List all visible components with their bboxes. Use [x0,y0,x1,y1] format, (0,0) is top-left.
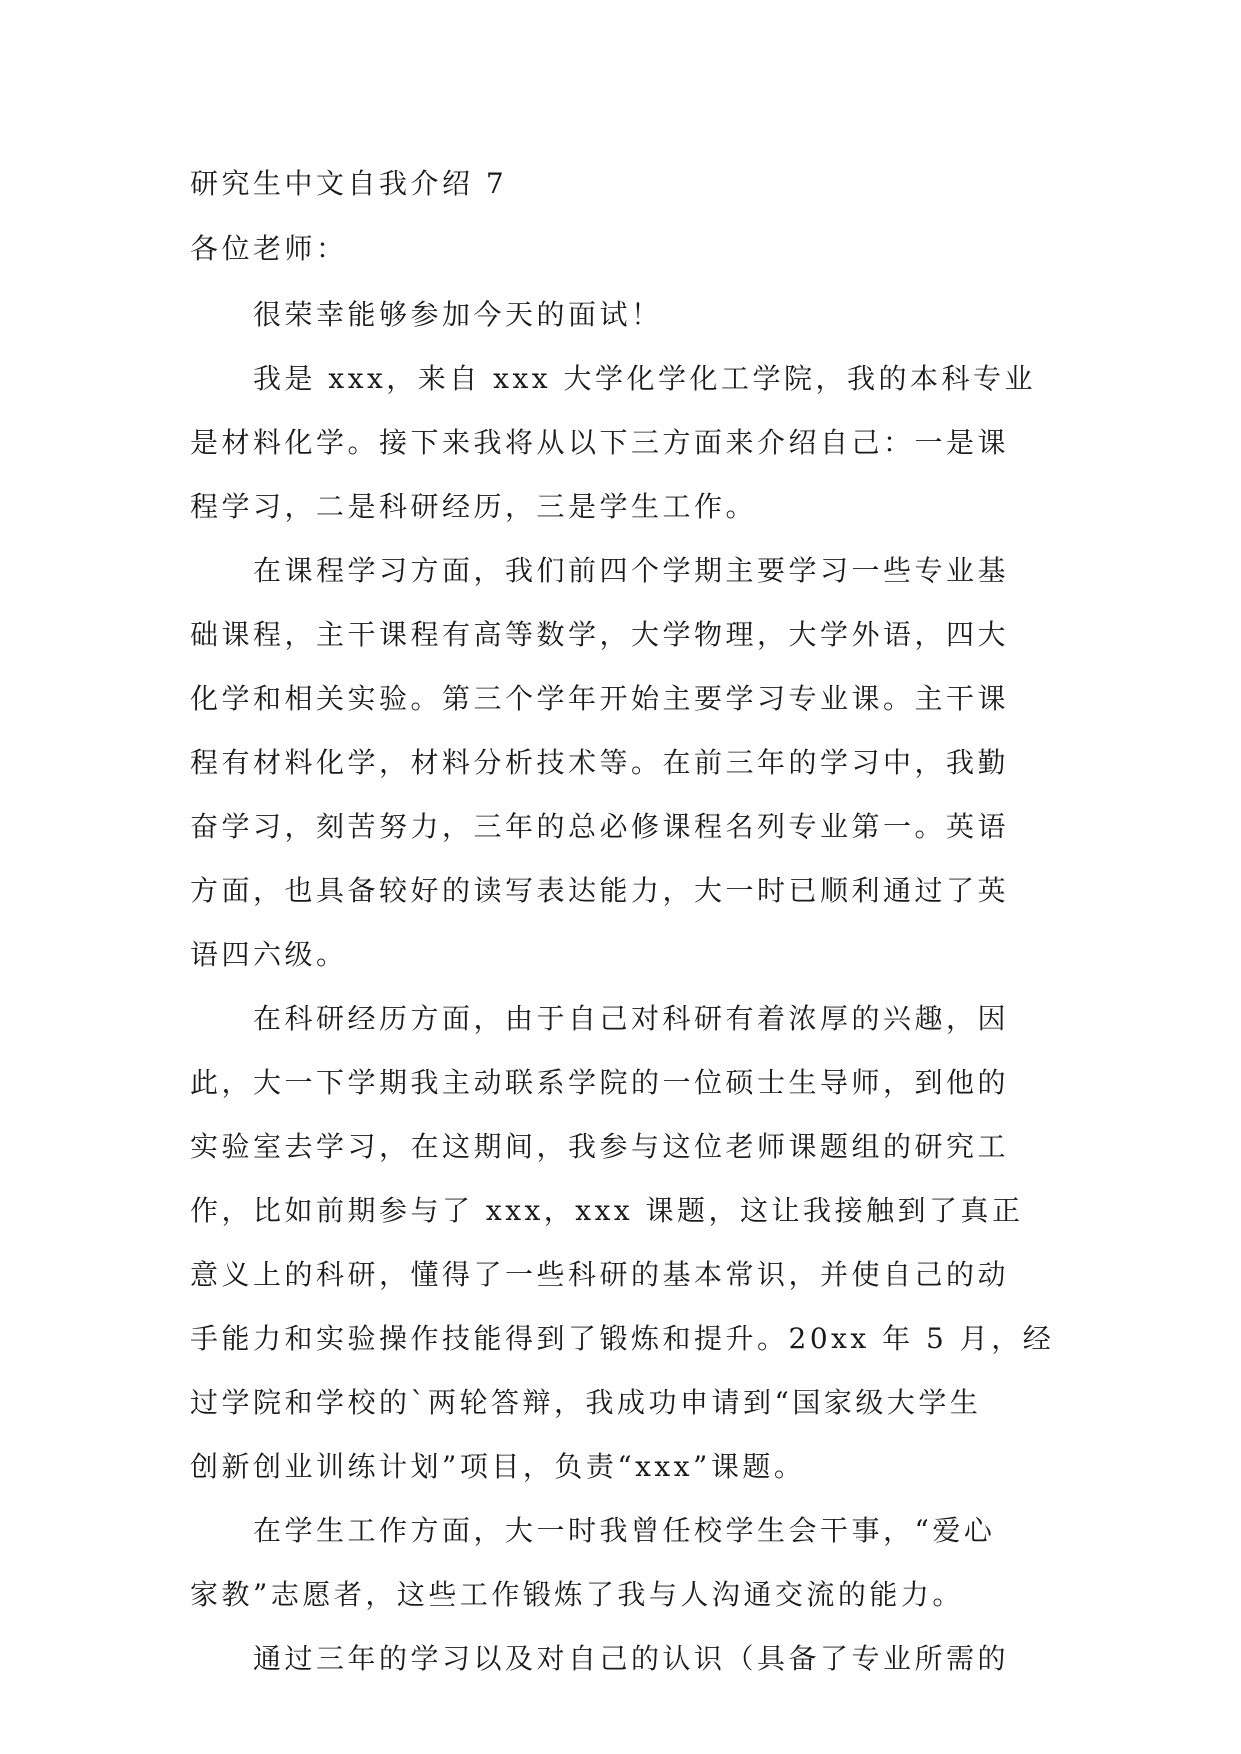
body-line: 创新创业训练计划”项目，负责“xxx”课题。 [190,1450,806,1483]
body-line: 在学生工作方面，大一时我曾任校学生会干事，“爱心 [190,1514,996,1547]
body-line: 此，大一下学期我主动联系学院的一位硕士生导师，到他的 [190,1066,1010,1099]
body-line: 程学习，二是科研经历，三是学生工作。 [190,490,758,523]
salutation: 各位老师： [190,232,348,265]
document-title: 研究生中文自我介绍 7 [190,167,508,200]
body-line: 语四六级。 [190,938,348,971]
body-line: 础课程，主干课程有高等数学，大学物理，大学外语，四大 [190,618,1010,651]
body-line: 通过三年的学习以及对自己的认识（具备了专业所需的 [190,1642,1010,1675]
body-line: 手能力和实验操作技能得到了锻炼和提升。20xx 年 5 月，经 [190,1322,1055,1355]
body-line: 化学和相关实验。第三个学年开始主要学习专业课。主干课 [190,682,1010,715]
body-line: 过学院和学校的`两轮答辩，我成功申请到“国家级大学生 [190,1386,982,1419]
body-line: 很荣幸能够参加今天的面试！ [190,298,663,331]
document-body [190,283,1055,1691]
body-line: 在科研经历方面，由于自己对科研有着浓厚的兴趣，因 [190,1002,1010,1035]
body-line: 在课程学习方面，我们前四个学期主要学习一些专业基 [190,554,1010,587]
body-line: 方面，也具备较好的读写表达能力，大一时已顺利通过了英 [190,874,1010,907]
body-line: 意义上的科研，懂得了一些科研的基本常识，并使自己的动 [190,1258,1010,1291]
body-line: 实验室去学习，在这期间，我参与这位老师课题组的研究工 [190,1130,1010,1163]
body-line: 作，比如前期参与了 xxx，xxx 课题，这让我接触到了真正 [190,1194,1024,1227]
body-line: 奋学习，刻苦努力，三年的总必修课程名列专业第一。英语 [190,810,1010,843]
body-line: 家教”志愿者，这些工作锻炼了我与人沟通交流的能力。 [190,1578,964,1611]
body-line: 是材料化学。接下来我将从以下三方面来介绍自己：一是课 [190,426,1010,459]
body-line: 我是 xxx，来自 xxx 大学化学化工学院，我的本科专业 [190,362,1036,395]
body-line: 程有材料化学，材料分析技术等。在前三年的学习中，我勤 [190,746,1010,779]
